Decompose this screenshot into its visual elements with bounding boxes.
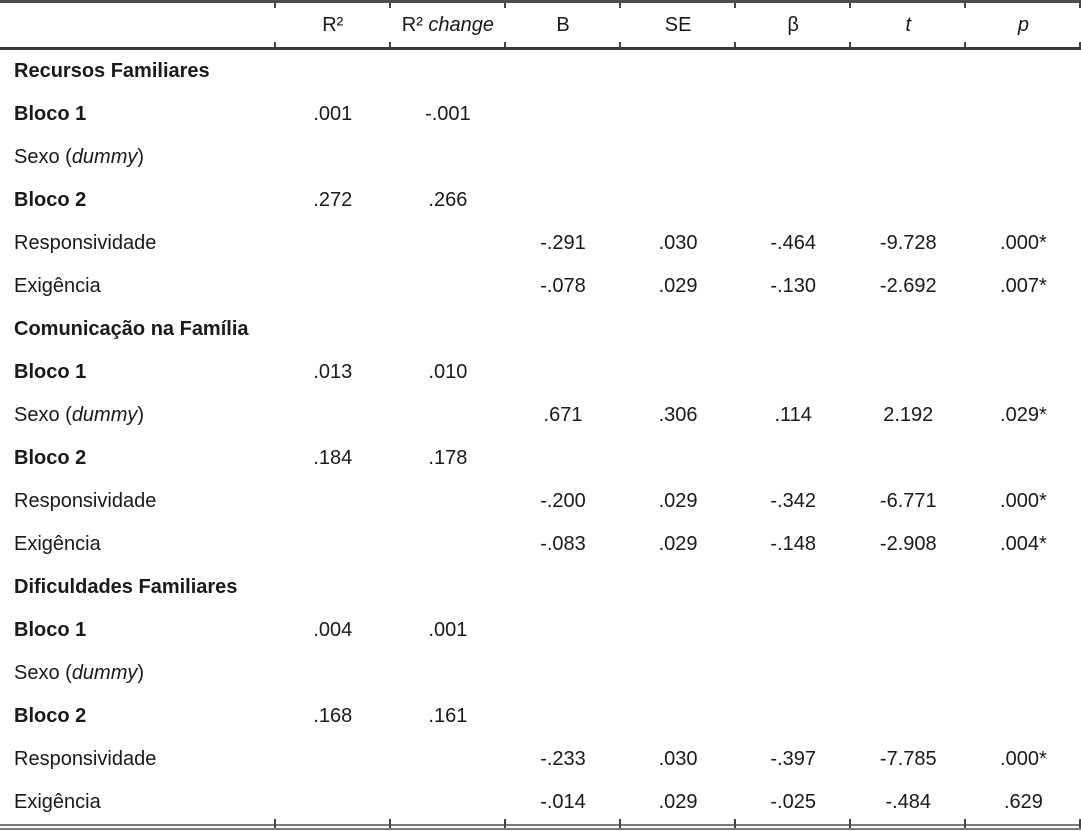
cell-r2-change xyxy=(390,136,505,179)
row-label-cell xyxy=(0,49,275,94)
cell-beta xyxy=(736,308,851,351)
table-row xyxy=(0,695,1081,738)
cell-se xyxy=(621,437,736,480)
row-label: Responsividade xyxy=(14,490,157,512)
cell-r2: .168 xyxy=(313,705,353,727)
cell-beta: -.342 xyxy=(770,490,816,512)
row-label-cell xyxy=(0,351,275,394)
cell-b xyxy=(505,308,620,351)
cell-p: .000* xyxy=(1000,748,1047,770)
cell-b xyxy=(505,179,620,222)
cell-b xyxy=(505,49,620,94)
row-label: Comunicação na Família xyxy=(14,318,249,340)
cell-se: .029 xyxy=(658,791,698,813)
header-se-label: SE xyxy=(664,13,692,36)
header-r2 xyxy=(275,2,390,49)
cell-b: -.233 xyxy=(540,748,586,770)
cell-b xyxy=(505,652,620,695)
cell-r2: .272 xyxy=(313,189,353,211)
table-row xyxy=(0,394,1081,437)
header-b xyxy=(505,2,620,49)
row-label: Exigência xyxy=(14,275,101,297)
cell-r2 xyxy=(275,652,390,695)
table-body xyxy=(0,49,1081,825)
cell-b xyxy=(505,351,620,394)
row-label-suffix: ) xyxy=(137,404,145,426)
row-label-cell xyxy=(0,738,275,781)
cell-r2-change xyxy=(390,49,505,94)
cell-t xyxy=(851,136,966,179)
cell-se xyxy=(621,49,736,94)
cell-p xyxy=(966,609,1081,652)
cell-b xyxy=(505,609,620,652)
cell-r2-change: .010 xyxy=(428,361,468,383)
cell-p: .004* xyxy=(1000,533,1047,555)
header-r2-change: R² change xyxy=(390,2,505,49)
row-label-cell xyxy=(0,265,275,308)
cell-t xyxy=(851,566,966,609)
table-row xyxy=(0,566,1081,609)
row-label-cell xyxy=(0,781,275,824)
header-r2-label: R² xyxy=(322,13,344,36)
cell-b: .671 xyxy=(543,404,583,426)
cell-beta: -.397 xyxy=(770,748,816,770)
row-label: Bloco 2 xyxy=(14,189,87,211)
row-label: Bloco 1 xyxy=(14,103,87,125)
row-label-cell xyxy=(0,394,275,437)
cell-p xyxy=(966,93,1081,136)
header-se xyxy=(621,2,736,49)
cell-r2-change: .266 xyxy=(428,189,468,211)
row-label-cell xyxy=(0,566,275,609)
cell-beta xyxy=(736,93,851,136)
cell-se: .306 xyxy=(658,404,698,426)
cell-beta xyxy=(736,437,851,480)
row-label: Bloco 1 xyxy=(14,361,87,383)
cell-r2-change: .161 xyxy=(428,705,468,727)
table-row xyxy=(0,351,1081,394)
cell-t xyxy=(851,437,966,480)
row-label-cell xyxy=(0,222,275,265)
row-label: Sexo ( xyxy=(14,146,72,168)
row-label-cell xyxy=(0,523,275,566)
cell-r2 xyxy=(275,523,390,566)
header-r2-change-label: R² xyxy=(401,13,423,36)
header-beta-label: β xyxy=(787,13,799,36)
cell-r2: .013 xyxy=(313,361,353,383)
cell-t: -7.785 xyxy=(879,748,937,770)
cell-t xyxy=(851,652,966,695)
row-label: Responsividade xyxy=(14,748,157,770)
row-label: Sexo ( xyxy=(14,404,72,426)
cell-b: -.014 xyxy=(540,791,586,813)
table-row xyxy=(0,437,1081,480)
cell-b: -.291 xyxy=(540,232,586,254)
cell-se: .029 xyxy=(658,533,698,555)
cell-se xyxy=(621,695,736,738)
cell-t xyxy=(851,308,966,351)
cell-r2-change xyxy=(390,394,505,437)
cell-t xyxy=(851,351,966,394)
cell-r2 xyxy=(275,49,390,94)
cell-p: .000* xyxy=(1000,490,1047,512)
cell-se: .029 xyxy=(658,275,698,297)
cell-p xyxy=(966,566,1081,609)
row-label-cell xyxy=(0,93,275,136)
cell-r2 xyxy=(275,738,390,781)
table-row xyxy=(0,609,1081,652)
cell-b xyxy=(505,695,620,738)
row-label: Exigência xyxy=(14,791,101,813)
cell-r2-change xyxy=(390,308,505,351)
cell-p xyxy=(966,437,1081,480)
cell-r2 xyxy=(275,394,390,437)
cell-se xyxy=(621,179,736,222)
cell-se: .030 xyxy=(658,232,698,254)
cell-p xyxy=(966,695,1081,738)
cell-se xyxy=(621,609,736,652)
cell-r2 xyxy=(275,480,390,523)
cell-p: .629 xyxy=(1003,791,1043,813)
row-label: Bloco 1 xyxy=(14,619,87,641)
table-bottom-rule xyxy=(0,824,1081,830)
cell-r2-change xyxy=(390,652,505,695)
cell-beta: -.464 xyxy=(770,232,816,254)
cell-t xyxy=(851,49,966,94)
cell-t: -2.692 xyxy=(879,275,937,297)
row-label-cell xyxy=(0,695,275,738)
row-label: Bloco 2 xyxy=(14,447,87,469)
row-label-cell xyxy=(0,652,275,695)
cell-r2: .004 xyxy=(313,619,353,641)
table-row xyxy=(0,265,1081,308)
cell-se: .029 xyxy=(658,490,698,512)
cell-beta xyxy=(736,49,851,94)
cell-p: .000* xyxy=(1000,232,1047,254)
row-label: Bloco 2 xyxy=(14,705,87,727)
cell-p xyxy=(966,351,1081,394)
cell-b: -.078 xyxy=(540,275,586,297)
table-row xyxy=(0,136,1081,179)
cell-beta: -.148 xyxy=(770,533,816,555)
row-label: Exigência xyxy=(14,533,101,555)
table-row xyxy=(0,523,1081,566)
cell-t xyxy=(851,609,966,652)
cell-r2-change: .178 xyxy=(428,447,468,469)
row-label-suffix: ) xyxy=(137,662,145,684)
cell-se xyxy=(621,308,736,351)
cell-t xyxy=(851,93,966,136)
cell-beta xyxy=(736,351,851,394)
cell-r2 xyxy=(275,566,390,609)
cell-b xyxy=(505,93,620,136)
row-label-cell xyxy=(0,308,275,351)
cell-r2-change xyxy=(390,781,505,824)
cell-se xyxy=(621,136,736,179)
cell-r2 xyxy=(275,136,390,179)
row-label-cell xyxy=(0,136,275,179)
row-label: Responsividade xyxy=(14,232,157,254)
row-label-cell xyxy=(0,437,275,480)
cell-r2-change xyxy=(390,265,505,308)
cell-r2-change xyxy=(390,222,505,265)
table-row xyxy=(0,308,1081,351)
cell-r2 xyxy=(275,265,390,308)
cell-r2: .001 xyxy=(313,103,353,125)
cell-se xyxy=(621,351,736,394)
row-label-suffix: ) xyxy=(137,146,145,168)
header-p: p xyxy=(966,2,1081,49)
row-label-cell xyxy=(0,609,275,652)
cell-r2-change xyxy=(390,523,505,566)
cell-p: .007* xyxy=(1000,275,1047,297)
cell-r2-change xyxy=(390,480,505,523)
table-row xyxy=(0,179,1081,222)
cell-b: -.200 xyxy=(540,490,586,512)
row-label: Sexo ( xyxy=(14,662,72,684)
row-label: Dificuldades Familiares xyxy=(14,576,238,598)
row-label-italic: dummy xyxy=(71,146,138,168)
cell-r2 xyxy=(275,222,390,265)
cell-r2-change xyxy=(390,738,505,781)
header-t: t xyxy=(851,2,966,49)
cell-t xyxy=(851,695,966,738)
cell-b xyxy=(505,566,620,609)
row-label-italic: dummy xyxy=(71,662,138,684)
cell-beta: -.025 xyxy=(770,791,816,813)
table-row xyxy=(0,480,1081,523)
row-label-cell xyxy=(0,480,275,523)
cell-t: -.484 xyxy=(885,791,932,813)
table-row xyxy=(0,781,1081,824)
cell-p xyxy=(966,49,1081,94)
cell-se xyxy=(621,652,736,695)
table-row xyxy=(0,49,1081,94)
cell-r2-change: -.001 xyxy=(425,103,471,125)
cell-p: .029* xyxy=(1000,404,1047,426)
table-row xyxy=(0,93,1081,136)
cell-se: .030 xyxy=(658,748,698,770)
cell-beta xyxy=(736,695,851,738)
cell-t xyxy=(851,179,966,222)
cell-r2 xyxy=(275,308,390,351)
cell-t: 2.192 xyxy=(883,404,934,426)
cell-b: -.083 xyxy=(540,533,586,555)
cell-beta xyxy=(736,136,851,179)
cell-r2: .184 xyxy=(313,447,353,469)
cell-r2-change xyxy=(390,566,505,609)
row-label-cell xyxy=(0,179,275,222)
cell-beta: .114 xyxy=(774,404,812,426)
cell-t: -2.908 xyxy=(879,533,937,555)
cell-beta: -.130 xyxy=(770,275,816,297)
cell-se xyxy=(621,566,736,609)
header-row xyxy=(0,2,1081,49)
cell-p xyxy=(966,136,1081,179)
header-b-label: B xyxy=(556,13,570,36)
cell-beta xyxy=(736,609,851,652)
row-label: Recursos Familiares xyxy=(14,60,210,82)
cell-beta xyxy=(736,566,851,609)
cell-p xyxy=(966,179,1081,222)
header-beta xyxy=(736,2,851,49)
cell-se xyxy=(621,93,736,136)
cell-p xyxy=(966,652,1081,695)
cell-t: -9.728 xyxy=(879,232,937,254)
cell-p xyxy=(966,308,1081,351)
cell-b xyxy=(505,136,620,179)
table-row xyxy=(0,738,1081,781)
table-row xyxy=(0,222,1081,265)
cell-beta xyxy=(736,652,851,695)
cell-r2 xyxy=(275,781,390,824)
cell-t: -6.771 xyxy=(879,490,937,512)
table-row xyxy=(0,652,1081,695)
cell-r2-change: .001 xyxy=(428,619,468,641)
row-label-italic: dummy xyxy=(71,404,138,426)
cell-beta xyxy=(736,179,851,222)
cell-b xyxy=(505,437,620,480)
header-empty-cell xyxy=(0,2,275,49)
